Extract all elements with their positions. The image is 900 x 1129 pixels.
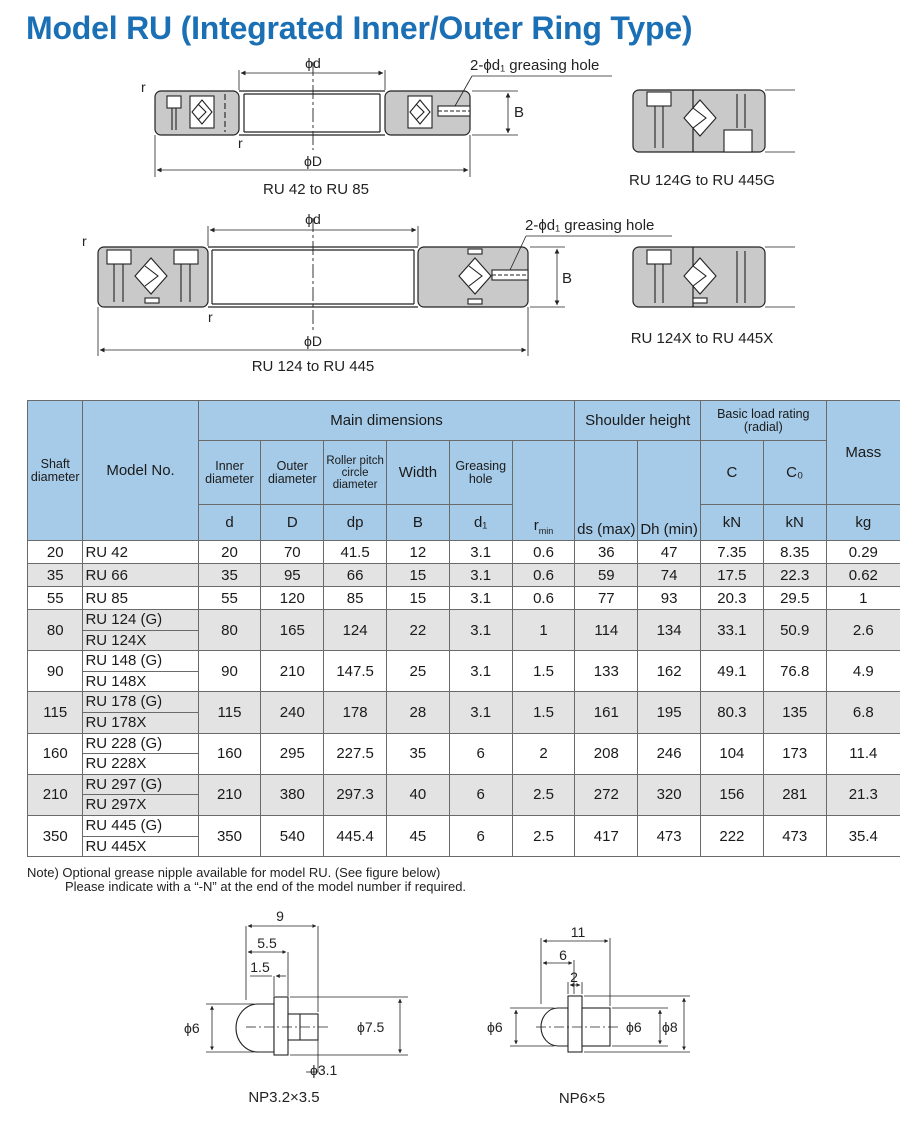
- table-cell: 76.8: [763, 651, 826, 692]
- table-row: [28, 774, 900, 815]
- table-cell: 33.1: [701, 610, 764, 651]
- table-cell: 162: [638, 651, 701, 692]
- model-name: RU 445 (G): [85, 816, 163, 834]
- table-cell: 3.1: [449, 610, 512, 651]
- model-name: RU 178X: [83, 712, 197, 733]
- table-cell: 3.1: [449, 564, 512, 587]
- th-roller-pitch: Roller pitch circle diameter: [324, 441, 387, 505]
- table-cell: 35.4: [826, 815, 900, 856]
- th-dh: Dh (min): [638, 441, 701, 541]
- table-cell: [83, 774, 198, 815]
- table-cell: 3.1: [449, 541, 512, 564]
- d2-greasing-label: 2-ϕd₁ greasing hole: [525, 217, 655, 234]
- table-cell: 2.6: [826, 610, 900, 651]
- d1-phi-d: ϕd: [305, 55, 321, 71]
- np2-dim-6: 6: [559, 947, 567, 963]
- th-width: Width: [386, 441, 449, 505]
- table-cell: 66: [324, 564, 387, 587]
- table-row: [28, 815, 900, 856]
- table-cell: 41.5: [324, 541, 387, 564]
- d1-B: B: [514, 104, 525, 121]
- table-cell: 59: [575, 564, 638, 587]
- table-cell: 1: [512, 610, 575, 651]
- table-cell: 0.62: [826, 564, 900, 587]
- d1-side-caption: RU 124G to RU 445G: [629, 172, 775, 189]
- th-unit-d1: d₁: [449, 505, 512, 541]
- table-cell: 0.6: [512, 541, 575, 564]
- table-cell: 35: [386, 733, 449, 774]
- table-cell: 20.3: [701, 587, 764, 610]
- d2-side-caption: RU 124X to RU 445X: [630, 330, 774, 347]
- table-cell: 210: [261, 651, 324, 692]
- table-cell: RU 85: [83, 587, 198, 610]
- th-inner-diameter: Inner diameter: [198, 441, 261, 505]
- table-cell: 380: [261, 774, 324, 815]
- table-cell: 295: [261, 733, 324, 774]
- nipple-np32-diagram: [170, 900, 410, 1106]
- table-cell: 50.9: [763, 610, 826, 651]
- table-cell: 227.5: [324, 733, 387, 774]
- note: [27, 866, 466, 894]
- table-cell: 161: [575, 692, 638, 733]
- table-cell: 115: [28, 692, 83, 733]
- th-c: C: [701, 441, 764, 505]
- th-main-dimensions: Main dimensions: [198, 401, 575, 441]
- table-cell: 20: [198, 541, 261, 564]
- table-cell: 36: [575, 541, 638, 564]
- table-cell: 120: [261, 587, 324, 610]
- th-unit-kn1: kN: [701, 505, 764, 541]
- table-cell: 80.3: [701, 692, 764, 733]
- table-cell: 281: [763, 774, 826, 815]
- table-cell: 7.35: [701, 541, 764, 564]
- np2-caption: NP6×5: [558, 1090, 606, 1107]
- note-line2: Please indicate with a “-N” at the end of the model number if required.: [65, 879, 467, 894]
- table-row: [28, 692, 900, 733]
- table-cell: [83, 815, 198, 856]
- np1-dim-15: 1.5: [250, 959, 270, 975]
- table-cell: 4.9: [826, 651, 900, 692]
- note-line1: Note) Optional grease nipple available for model RU. (See figure below): [27, 865, 441, 880]
- table-cell: 134: [638, 610, 701, 651]
- table-cell: 210: [28, 774, 83, 815]
- table-cell: 49.1: [701, 651, 764, 692]
- table-cell: 1.5: [512, 651, 575, 692]
- table-cell: 160: [28, 733, 83, 774]
- th-c0: C₀: [763, 441, 826, 505]
- th-basic-load-rating: Basic load rating (radial): [701, 401, 827, 441]
- table-cell: 95: [261, 564, 324, 587]
- d2-caption: RU 124 to RU 445: [251, 358, 375, 375]
- table-cell: 124: [324, 610, 387, 651]
- table-cell: 1.5: [512, 692, 575, 733]
- table-cell: 90: [198, 651, 261, 692]
- th-ds: ds (max): [575, 441, 638, 541]
- table-cell: 8.35: [763, 541, 826, 564]
- table-cell: 135: [763, 692, 826, 733]
- table-cell: 115: [198, 692, 261, 733]
- table-cell: 3.1: [449, 587, 512, 610]
- model-name: RU 178 (G): [85, 693, 163, 711]
- th-greasing-hole: Greasing hole: [449, 441, 512, 505]
- table-cell: 55: [28, 587, 83, 610]
- table-cell: 17.5: [701, 564, 764, 587]
- table-cell: 47: [638, 541, 701, 564]
- table-cell: 70: [261, 541, 324, 564]
- table-cell: [83, 651, 198, 692]
- table-cell: 156: [701, 774, 764, 815]
- table-cell: 272: [575, 774, 638, 815]
- d1-greasing-label: 2-ϕd₁ greasing hole: [470, 57, 600, 74]
- table-cell: 195: [638, 692, 701, 733]
- table-cell: 445.4: [324, 815, 387, 856]
- th-unit-dp: dp: [324, 505, 387, 541]
- d2-phi-d: ϕd: [305, 211, 321, 227]
- table-cell: 3.1: [449, 651, 512, 692]
- th-mass: Mass: [826, 401, 900, 505]
- table-cell: 147.5: [324, 651, 387, 692]
- model-name: RU 445X: [83, 836, 197, 857]
- th-shaft-diameter: Shaft diameter: [28, 401, 83, 541]
- table-cell: 11.4: [826, 733, 900, 774]
- table-cell: 28: [386, 692, 449, 733]
- table-cell: 21.3: [826, 774, 900, 815]
- d2-r1: r: [82, 233, 87, 249]
- table-cell: 2.5: [512, 774, 575, 815]
- table-cell: 240: [261, 692, 324, 733]
- table-cell: 133: [575, 651, 638, 692]
- model-name: RU 124 (G): [85, 611, 163, 628]
- th-r-min: $r_{min}$: [512, 441, 575, 541]
- model-name: RU 228X: [83, 753, 197, 774]
- th-model-no: Model No.: [83, 401, 198, 541]
- th-unit-B: B: [386, 505, 449, 541]
- model-name: RU 124X: [83, 630, 197, 651]
- table-cell: 473: [763, 815, 826, 856]
- np2-dim-2: 2: [570, 969, 578, 985]
- d2-phi-D: ϕD: [304, 333, 322, 349]
- table-cell: 540: [261, 815, 324, 856]
- table-cell: 246: [638, 733, 701, 774]
- table-cell: 297.3: [324, 774, 387, 815]
- th-outer-diameter: Outer diameter: [261, 441, 324, 505]
- table-cell: 2: [512, 733, 575, 774]
- table-cell: 25: [386, 651, 449, 692]
- table-cell: 55: [198, 587, 261, 610]
- table-cell: 178: [324, 692, 387, 733]
- d2-B: B: [562, 270, 573, 287]
- table-cell: 45: [386, 815, 449, 856]
- table-row: [28, 587, 900, 610]
- table-cell: 35: [198, 564, 261, 587]
- table-cell: 40: [386, 774, 449, 815]
- th-shoulder-height: Shoulder height: [575, 401, 701, 441]
- th-unit-d: d: [198, 505, 261, 541]
- d1-r1: r: [141, 79, 146, 95]
- table-cell: RU 42: [83, 541, 198, 564]
- model-name: RU 148X: [83, 671, 197, 692]
- table-cell: 3.1: [449, 692, 512, 733]
- table-cell: 12: [386, 541, 449, 564]
- np2-phi6b: ϕ6: [626, 1019, 642, 1035]
- table-cell: 29.5: [763, 587, 826, 610]
- th-unit-D: D: [261, 505, 324, 541]
- table-cell: 173: [763, 733, 826, 774]
- np1-caption: NP3.2×3.5: [248, 1089, 320, 1106]
- table-cell: 165: [261, 610, 324, 651]
- table-cell: 208: [575, 733, 638, 774]
- table-cell: 6: [449, 733, 512, 774]
- table-row: [28, 564, 900, 587]
- np1-phi75: ϕ7.5: [357, 1019, 385, 1035]
- d2-r2: r: [208, 309, 213, 325]
- table-cell: 15: [386, 564, 449, 587]
- model-name: RU 297 (G): [85, 775, 163, 793]
- table-cell: 93: [638, 587, 701, 610]
- table-cell: 20: [28, 541, 83, 564]
- table-cell: [83, 610, 198, 651]
- np1-dim-9: 9: [276, 908, 284, 924]
- table-cell: 222: [701, 815, 764, 856]
- model-name: RU 297X: [83, 794, 197, 815]
- table-cell: 417: [575, 815, 638, 856]
- np1-dim-55: 5.5: [257, 935, 277, 951]
- nipple-np6-diagram: [470, 915, 710, 1115]
- table-cell: 90: [28, 651, 83, 692]
- d1-phi-D: ϕD: [304, 153, 322, 169]
- table-cell: 22: [386, 610, 449, 651]
- table-cell: 35: [28, 564, 83, 587]
- table-row: [28, 610, 900, 651]
- np2-phi8: ϕ8: [662, 1019, 678, 1035]
- table-cell: 15: [386, 587, 449, 610]
- table-cell: 1: [826, 587, 900, 610]
- table-cell: 22.3: [763, 564, 826, 587]
- table-cell: 0.6: [512, 587, 575, 610]
- table-cell: 350: [198, 815, 261, 856]
- th-unit-kg: kg: [826, 505, 900, 541]
- table-row: [28, 733, 900, 774]
- model-name: RU 148 (G): [85, 652, 163, 670]
- spec-table: [27, 400, 900, 857]
- table-cell: 80: [198, 610, 261, 651]
- table-cell: 6: [449, 815, 512, 856]
- table-cell: 114: [575, 610, 638, 651]
- table-cell: 6.8: [826, 692, 900, 733]
- np1-phi6: ϕ6: [184, 1020, 200, 1036]
- table-cell: 320: [638, 774, 701, 815]
- table-row: [28, 541, 900, 564]
- table-cell: 473: [638, 815, 701, 856]
- table-cell: 80: [28, 610, 83, 651]
- d1-r2: r: [238, 135, 243, 151]
- page-title: Model RU (Integrated Inner/Outer Ring Type): [26, 10, 693, 46]
- table-cell: [83, 692, 198, 733]
- np1-phi31: ϕ3.1: [310, 1062, 338, 1078]
- table-cell: 6: [449, 774, 512, 815]
- model-name: RU 228 (G): [85, 734, 163, 752]
- table-row: [28, 651, 900, 692]
- table-cell: 0.29: [826, 541, 900, 564]
- table-cell: RU 66: [83, 564, 198, 587]
- table-cell: 104: [701, 733, 764, 774]
- table-cell: 210: [198, 774, 261, 815]
- np2-dim-11: 11: [570, 924, 586, 940]
- table-cell: 77: [575, 587, 638, 610]
- th-unit-kn2: kN: [763, 505, 826, 541]
- d1-caption: RU 42 to RU 85: [263, 181, 369, 198]
- table-cell: 2.5: [512, 815, 575, 856]
- diagram-ru124-445: [0, 205, 900, 385]
- table-cell: [83, 733, 198, 774]
- np2-phi6a: ϕ6: [487, 1019, 503, 1035]
- table-cell: 350: [28, 815, 83, 856]
- table-cell: 85: [324, 587, 387, 610]
- table-cell: 0.6: [512, 564, 575, 587]
- table-cell: 74: [638, 564, 701, 587]
- table-cell: 160: [198, 733, 261, 774]
